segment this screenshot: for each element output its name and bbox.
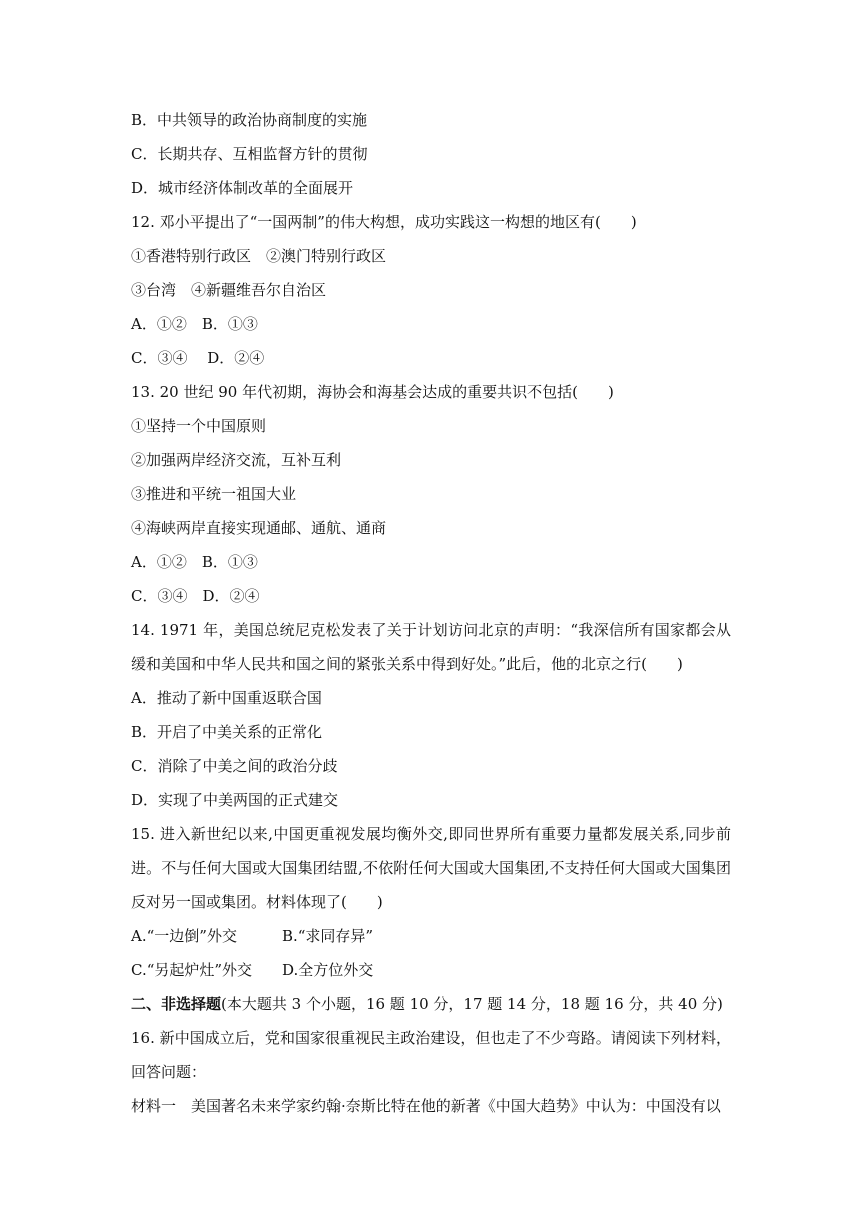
- q14-option-a: A．推动了新中国重返联合国: [131, 689, 322, 707]
- q13-item-2: ②加强两岸经济交流，互补互利: [131, 451, 342, 469]
- section-note: (本大题共 3 个小题，16 题 10 分，17 题 14 分，18 题 16 分，共 40 分): [221, 995, 723, 1013]
- q14-option-b: B．开启了中美关系的正常化: [131, 723, 323, 741]
- q13-options-1: A．①② B．①③: [131, 553, 258, 571]
- document-page: [131, 103, 731, 1123]
- section-heading: [131, 987, 731, 1021]
- q12-items-1: ①香港特别行政区 ②澳门特别行政区: [131, 247, 387, 265]
- q12-options-2: C．③④ D．②④: [131, 349, 265, 367]
- q15-stem: 15. 进入新世纪以来,中国更重视发展均衡外交,即同世界所有重要力量都发展关系,同步前进。不与任何大国或大国集团结盟,不依附任何大国或大国集团,不支持任何大国或大国集团反对另一国或集团。材料体现了( ): [131, 825, 731, 911]
- section-title: 二、非选择题: [131, 995, 222, 1013]
- q15-options-1: A.“一边倒”外交 B.“求同存异”: [131, 927, 374, 945]
- q14-stem: 14. 1971 年，美国总统尼克松发表了关于计划访问北京的声明：“我深信所有国家都会从缓和美国和中华人民共和国之间的紧张关系中得到好处。”此后，他的北京之行( ): [131, 621, 731, 673]
- q16-material-1: 材料一 美国著名未来学家约翰·奈斯比特在他的新著《中国大趋势》中认为：中国没有以: [131, 1097, 721, 1115]
- q12-items-2: ③台湾 ④新疆维吾尔自治区: [131, 281, 327, 299]
- q14-option-d: D．实现了中美两国的正式建交: [131, 791, 339, 809]
- q11-option-b: B．中共领导的政治协商制度的实施: [131, 111, 368, 129]
- q16-stem: 16. 新中国成立后，党和国家很重视民主政治建设，但也走了不少弯路。请阅读下列材料，回答问题：: [131, 1029, 731, 1081]
- q12-options-1: A．①② B．①③: [131, 315, 258, 333]
- q13-item-3: ③推进和平统一祖国大业: [131, 485, 297, 503]
- q15-options-2: C.“另起炉灶”外交 D.全方位外交: [131, 961, 374, 979]
- q13-item-4: ④海峡两岸直接实现通邮、通航、通商: [131, 519, 387, 537]
- q11-option-d: D．城市经济体制改革的全面展开: [131, 179, 354, 197]
- q11-option-c: C．长期共存、互相监督方针的贯彻: [131, 145, 368, 163]
- q12-stem: 12. 邓小平提出了“一国两制”的伟大构想，成功实践这一构想的地区有( ): [131, 213, 637, 231]
- q13-item-1: ①坚持一个中国原则: [131, 417, 267, 435]
- q13-stem: 13. 20 世纪 90 年代初期，海协会和海基会达成的重要共识不包括( ): [131, 383, 614, 401]
- q14-option-c: C．消除了中美之间的政治分歧: [131, 757, 338, 775]
- q13-options-2: C．③④ D．②④: [131, 587, 260, 605]
